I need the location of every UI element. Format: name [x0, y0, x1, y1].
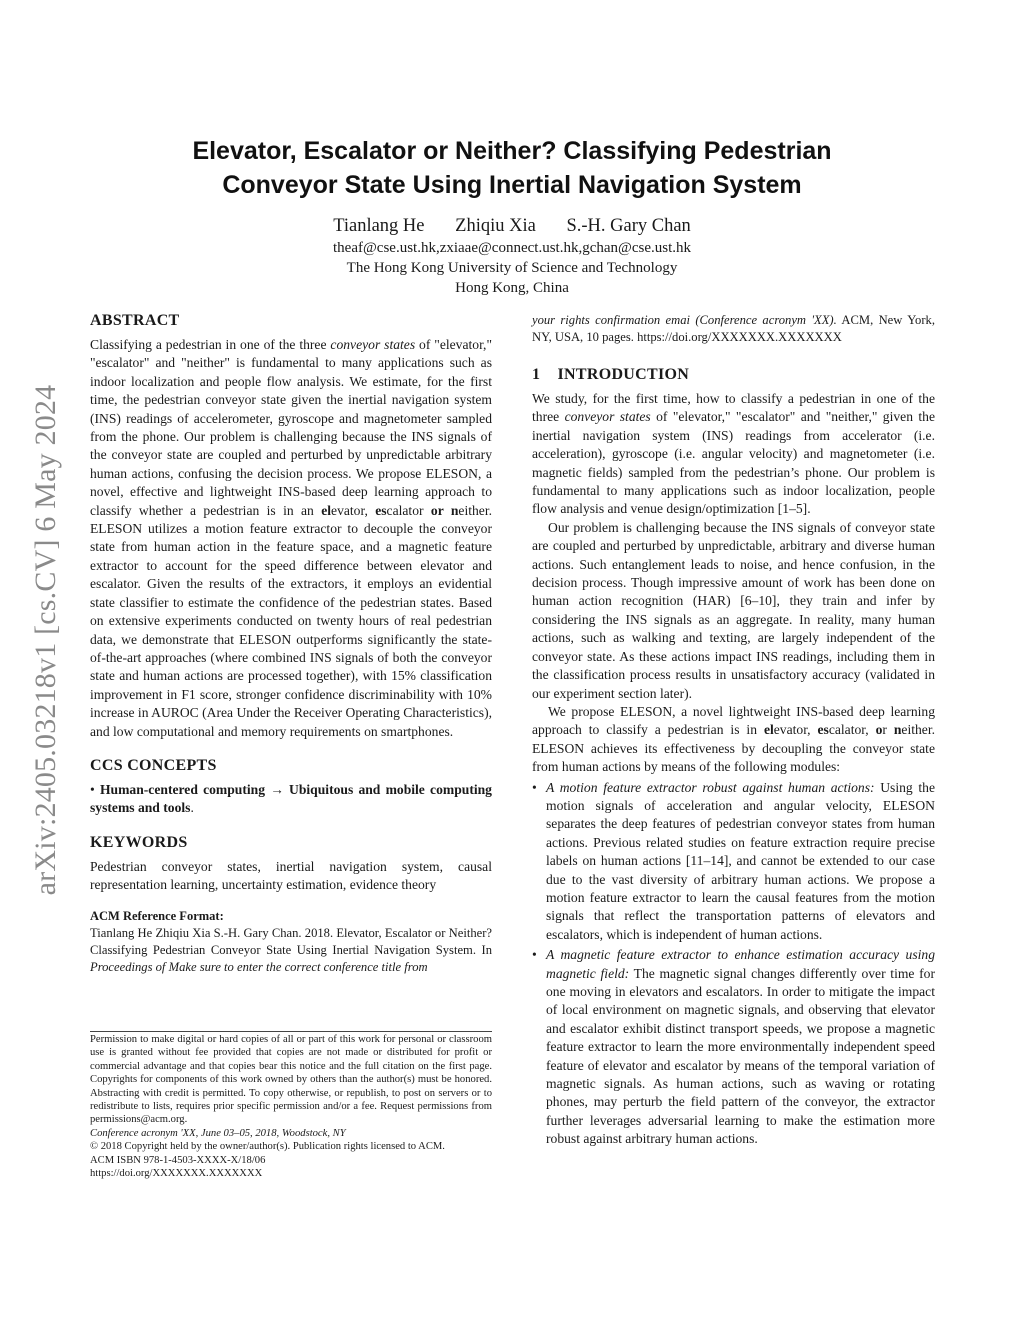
intro-paragraph-1: We study, for the first time, how to classify a pedestrian in one of the three conveyor states of "elevator," "escalator" and "neither," given the inertial navigation system (INS) readings from accelerator (i.e. acceleration), gyroscope (i.e. angular velocity) and magnetometer (i.e. magnetic fields) sampled from the pedestrian’s phone. Our problem is fundamental to many applications such as indoor localization, people flow analysis and venue design/optimization [1–5].: [532, 391, 935, 517]
paper-title: [0, 134, 1024, 202]
ccs-heading: CCS CONCEPTS: [90, 756, 217, 774]
list-item: • A magnetic feature extractor to enhance estimation accuracy using magnetic field: The magnetic signal changes differently over time for one moving in elevators and escalators. In order to mitigate the impact of local environment on magnetic signals, and observing that elevator and escalator exhibit distinct transport speeds, we propose a magnetic feature extractor to learn the more environmentally independent speed feature of elevator and escalator by means of the temporal variation of magnetic signals. As human actions, such as waving or rotating phones, may perturb the field pattern of the conveyor, the extractor further leverages adversarial learning to make the estimation more robust against arbitrary human actions.: [546, 946, 935, 1148]
ccs-text: • Human-centered computing → Ubiquitous and mobile computing systems and tools.: [90, 781, 492, 816]
abstract-heading: ABSTRACT: [90, 312, 180, 329]
copyright-line: © 2018 Copyright held by the owner/author(s). Publication rights licensed to ACM.: [90, 1141, 445, 1153]
conference-line: Conference acronym 'XX, June 03–05, 2018, Woodstock, NY: [90, 1127, 346, 1139]
title-line-1: Elevator, Escalator or Neither? Classifying Pedestrian: [192, 137, 832, 165]
keywords-heading: KEYWORDS: [90, 833, 188, 851]
author-1: Tianlang He: [333, 216, 425, 236]
introduction-heading: 1 INTRODUCTION: [532, 366, 690, 383]
author-2: Zhiqiu Xia: [455, 216, 536, 236]
author-3: S.-H. Gary Chan: [566, 216, 691, 236]
intro-paragraph-2: Our problem is challenging because the INS signals of conveyor state are coupled and perturbed by unpredictable, arbitrary and diverse human actions. Such entanglement leads to noise, and hence confusion, in the decision process. Though impressive amount of work has been done on human action recognition (HAR) [6–10], they train and infer by considering the INS signals as an aggregate. In reality, many human actions, such as walking and texting, are largely independent of the conveyor state. As these actions impact INS readings, including them in the classification process results in unsatisfactory accuracy (validated in our experiment section later).: [532, 519, 935, 701]
contribution-list: [532, 779, 935, 1149]
isbn-line: ACM ISBN 978-1-4503-XXXX-X/18/06: [90, 1154, 266, 1166]
location: Hong Kong, China: [455, 280, 569, 296]
footnote-rule: [90, 1031, 492, 1032]
author-emails: theaf@cse.ust.hk,zxiaae@connect.ust.hk,gchan@cse.ust.hk: [333, 240, 691, 256]
permission-text: Permission to make digital or hard copies of all or part of this work for personal or classroom use is granted without fee provided that copies are not made or distributed for profit or commercial advantage and that copies bear this notice and the full citation on the first page. Copyrights for components of this work owned by others than the author(s) must be honored. Abstracting with credit is permitted. To copy otherwise, or republish, to post on servers or to redistribute to lists, requires prior specific permission and/or a fee. Request permissions from permissions@acm.org.: [90, 1034, 492, 1126]
keywords-text: Pedestrian conveyor states, inertial navigation system, causal representation learning, uncertainty estimation, evidence theory: [90, 858, 492, 893]
permission-footnote: [90, 1033, 492, 1180]
acm-ref-text: Tianlang He Zhiqiu Xia S.-H. Gary Chan. 2018. Elevator, Escalator or Neither? Classifying Pedestrian Conveyor State Using Inertial Navigation System. In Proceedings of Make sure to enter the correct conference title from: [90, 925, 492, 974]
list-item: • A motion feature extractor robust against human actions: Using the motion signals of acceleration and angular velocity, ELESON separates the deep features of pedestrian conveyor states from human actions. Previous related studies on feature extraction require precise labels on human actions [11–14], and cannot be extended to our case due to the vast diversity of arbitrary human actions. We propose a motion feature extractor to learn the causal features from the motion signals that reflect the transportation patterns of elevators and escalators, which is independent of human actions.: [546, 779, 935, 945]
institution: The Hong Kong University of Science and Technology: [346, 260, 678, 276]
intro-paragraph-3: We propose ELESON, a novel lightweight INS-based deep learning approach to classify a pedestrian is in elevator, escalator, or neither. ELESON achieves its effectiveness by decoupling the conveyor state from human actions by means of the following modules:: [532, 703, 935, 775]
right-column: [532, 312, 935, 1151]
doi-line: https://doi.org/XXXXXXX.XXXXXXX: [90, 1168, 263, 1180]
arxiv-sidebar: [22, 350, 70, 930]
abstract-text: Classifying a pedestrian in one of the three conveyor states of "elevator," "escalator" and "neither" is fundamental to many applications such as indoor localization and people flow analysis. We estimate, for the first time, the pedestrian conveyor state given the inertial navigation system (INS) readings of accelerometer, gyroscope and magnetometer sampled from the phone. Our problem is challenging because the INS signals of the conveyor state are coupled and perturbed by unpredictable arbitrary human actions, confusing the decision process. We propose ELESON, a novel, effective and lightweight INS-based deep learning approach to classify whether a pedestrian is in an elevator, escalator or neither. ELESON utilizes a motion feature extractor to decouple the conveyor state from human action in the feature space, and a magnetic feature extractor to account for the speed difference between elevator and escalator. Given the results of the extractors, it employs an evidential state classifier to estimate the confidence of the pedestrian states. Based on extensive experiments conducted on twenty hours of real pedestrian data, we demonstrate that ELESON outperforms significantly the state-of-the-art approaches (where combined INS signals of both the conveyor state and human actions are processed together), with 15% classification improvement in F1 score, stronger confidence discriminability with 10% increase in AUROC (Area Under the Receiver Operating Characteristics), and low computational and memory requirements on smartphones.: [90, 337, 492, 739]
arxiv-id: arXiv:2405.03218v1 [cs.CV] 6 May 2024: [29, 384, 62, 896]
acm-ref-heading: ACM Reference Format:: [90, 908, 224, 923]
left-column: [90, 310, 492, 976]
acm-ref-continuation: your rights confirmation emai (Conference acronym 'XX). ACM, New York, NY, USA, 10 pages. https://doi.org/XXXXXXX.XXXXXXX: [532, 313, 935, 344]
title-line-2: Conveyor State Using Inertial Navigation System: [222, 171, 802, 199]
author-list: [0, 214, 1024, 238]
